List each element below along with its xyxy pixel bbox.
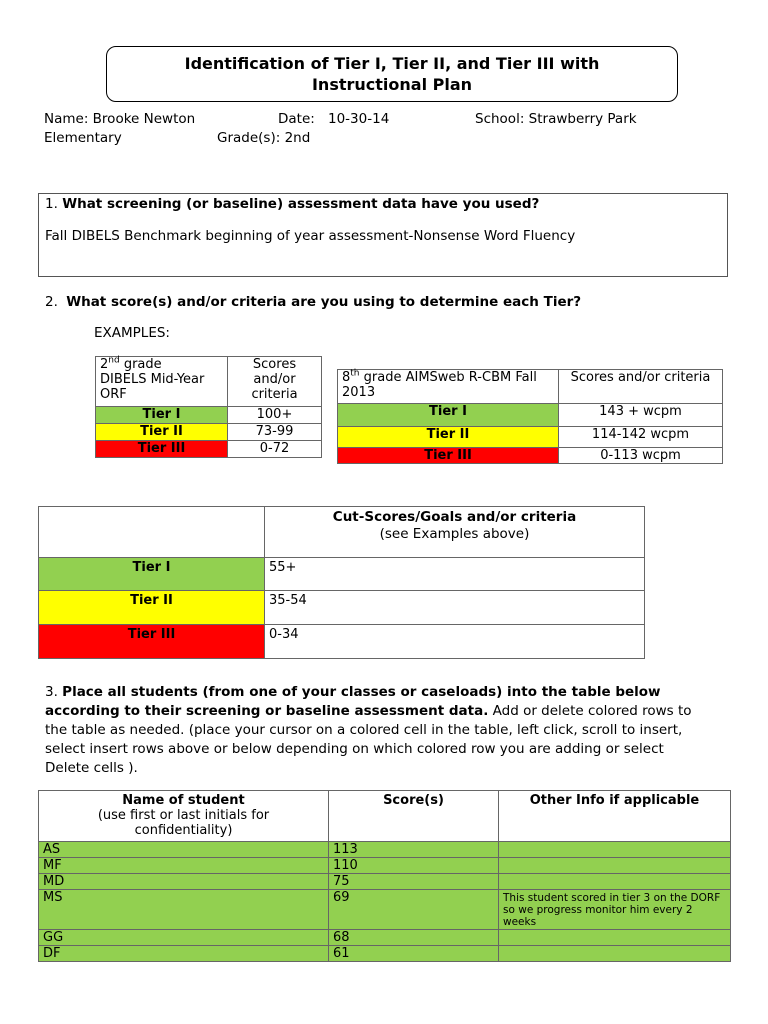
q3-line4: select insert rows above or below depending on which colored row you are adding or select [45,741,664,757]
example2-header-col2: Scores and/or criteria [559,370,723,404]
example1-score1: 100+ [228,407,322,424]
students-col-name: Name of student (use first or last initials for confidentiality) [39,791,329,842]
cut-header-blank [39,507,265,558]
table-row[interactable] [39,874,731,890]
cut-tier1: Tier I [39,558,265,591]
student-name[interactable]: MD [39,874,329,890]
student-info[interactable] [499,946,731,962]
title-box [106,46,678,102]
student-info[interactable] [499,930,731,946]
q2-number: 2. [45,294,58,310]
example2-header-col1: 8th grade AIMSweb R-CBM Fall 2013 [338,370,559,404]
example2-score2: 114-142 wcpm [559,427,723,448]
student-score[interactable]: 113 [329,842,499,858]
student-score[interactable]: 69 [329,890,499,930]
example1-tier1: Tier I [96,407,228,424]
student-info[interactable] [499,874,731,890]
cut-header [265,507,645,558]
example1-header-col2: Scores and/or criteria [228,357,322,407]
example-table-aimsweb [337,369,723,464]
q1-question [45,195,539,213]
q3-line1: 3. Place all students (from one of your classes or caseloads) into the table below [45,684,661,700]
student-score[interactable]: 68 [329,930,499,946]
date-value: 10-30-14 [328,111,390,127]
example1-header-col1: 2nd grade DIBELS Mid-Year ORF [96,357,228,407]
table-row[interactable] [39,842,731,858]
q1-answer[interactable]: Fall DIBELS Benchmark beginning of year assessment-Nonsense Word Fluency [45,228,576,244]
student-info[interactable] [499,858,731,874]
example1-score3: 0-72 [228,441,322,458]
q3-line5: Delete cells ). [45,760,138,776]
cut-header-sub: (see Examples above) [379,526,530,542]
example1-tier2: Tier II [96,424,228,441]
page-title: Identification of Tier I, Tier II, and Tier III with [184,54,600,73]
q1-question-text: What screening (or baseline) assessment data have you used? [62,196,540,212]
table-row[interactable] [39,946,731,962]
table-row[interactable] [39,890,731,930]
students-col-score: Score(s) [329,791,499,842]
student-name[interactable]: GG [39,930,329,946]
q3-line2: according to their screening or baseline assessment data. Add or delete colored rows to [45,703,692,719]
student-info[interactable] [499,842,731,858]
school-field-cont: Elementary [44,130,122,146]
example2-score3: 0-113 wcpm [559,448,723,464]
table-row[interactable] [39,858,731,874]
student-name[interactable]: DF [39,946,329,962]
example-table-dibels [95,356,322,458]
example2-tier3: Tier III [338,448,559,464]
cut-score-table [38,506,645,659]
example1-tier3: Tier III [96,441,228,458]
cut-value-tier2[interactable]: 35-54 [265,591,645,625]
example2-score1: 143 + wcpm [559,404,723,427]
cut-tier3: Tier III [39,625,265,659]
example1-score2: 73-99 [228,424,322,441]
student-score[interactable]: 75 [329,874,499,890]
table-row[interactable] [39,930,731,946]
student-score[interactable]: 61 [329,946,499,962]
cut-value-tier3[interactable]: 0-34 [265,625,645,659]
example2-tier2: Tier II [338,427,559,448]
q1-number: 1. [45,196,58,212]
cut-tier2: Tier II [39,591,265,625]
cut-value-tier1[interactable]: 55+ [265,558,645,591]
student-info[interactable]: This student scored in tier 3 on the DORF so we progress monitor him every 2 weeks [499,890,731,930]
q3-line3: the table as needed. (place your cursor on a colored cell in the table, left click, scroll to insert, [45,722,683,738]
q2-question [45,293,581,311]
students-table [38,790,731,962]
name-field: Name: Brooke Newton [44,111,196,127]
student-name[interactable]: MS [39,890,329,930]
student-name[interactable]: AS [39,842,329,858]
student-score[interactable]: 110 [329,858,499,874]
school-field: School: Strawberry Park [475,111,637,127]
student-name[interactable]: MF [39,858,329,874]
grade-field: Grade(s): 2nd [217,130,311,146]
examples-label: EXAMPLES: [94,325,170,341]
example2-tier1: Tier I [338,404,559,427]
cut-header-title: Cut-Scores/Goals and/or criteria [332,509,577,525]
q2-question-text: What score(s) and/or criteria are you using to determine each Tier? [66,294,582,310]
students-col-info: Other Info if applicable [499,791,731,842]
page-title-line2: Instructional Plan [311,75,473,94]
date-label: Date: [278,111,315,127]
